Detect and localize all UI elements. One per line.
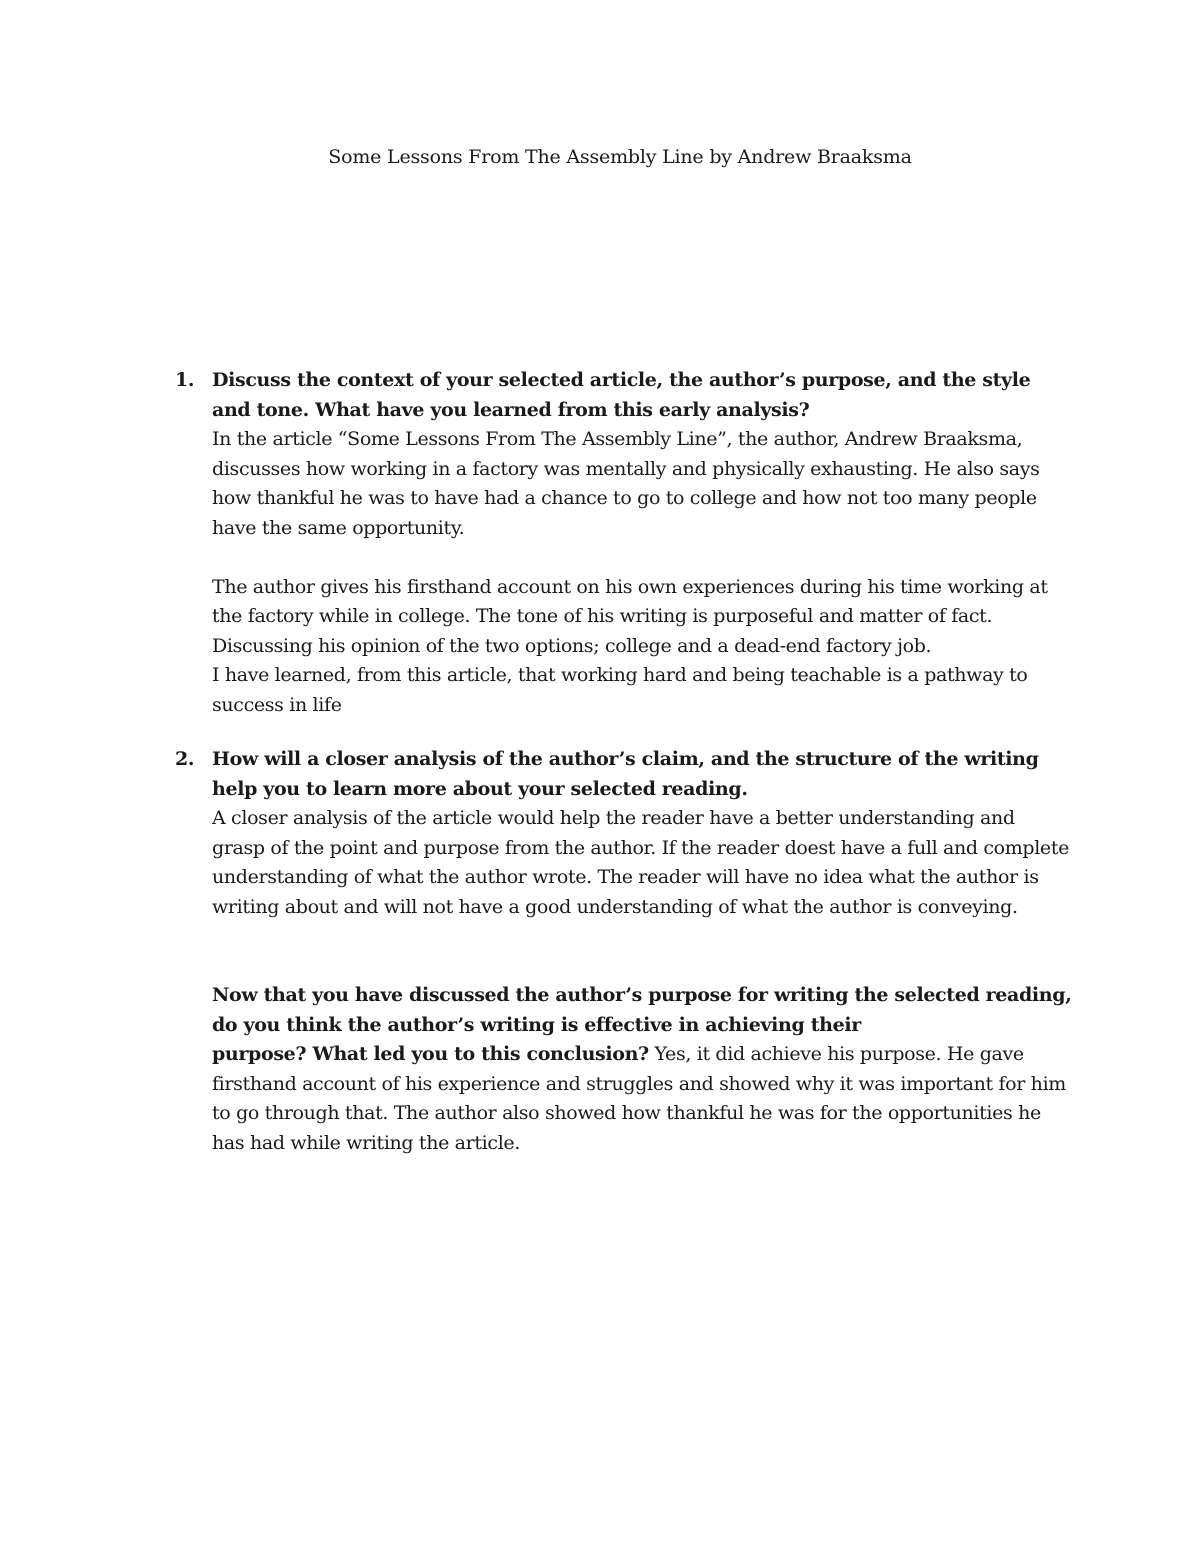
answer-paragraph: A closer analysis of the article would help the reader have a better understanding and grasp of the point and purpose from the author. If the reader doest have a full and complete understanding of what the author wrote. The reader will have no idea what the author is writing about and will not have a good understanding of what the author is conveying. — [212, 807, 1070, 918]
question-number: 2. — [175, 748, 195, 770]
question-prompt-line: Now that you have discussed the author’s purpose for writing the selected reading, — [212, 984, 1072, 1006]
question-prompt-line: do you think the author’s writing is effective in achieving their — [212, 1013, 861, 1036]
question-2 — [175, 745, 1072, 922]
question-1 — [175, 366, 1072, 720]
question-number: 1. — [175, 369, 195, 391]
question-prompt-line: purpose? What led you to this conclusion? — [212, 1043, 649, 1065]
paragraph-spacer — [212, 543, 1072, 573]
answer-paragraph: In the article “Some Lessons From The Assembly Line”, the author, Andrew Braaksma, discusses how working in a factory was mentally and physically exhausting. He also says how thankful he was to have had a chance to go to college and how not too many people have the same opportunity. — [212, 428, 1040, 539]
document-title: Some Lessons From The Assembly Line by Andrew Braaksma — [328, 146, 912, 168]
answer-paragraph: The author gives his firsthand account on his own experiences during his time working at the factory while in college. The tone of his writing is purposeful and matter of fact. Discussing his opinion of the two options; college and a dead-end factory job. — [212, 575, 1048, 657]
answer-text: Yes, it did achieve his purpose. He gave firsthand account of his experience and struggles and showed why it was important for him to go through that. The author also showed how thankful he was for the opportunities he has had while writing the article. — [212, 1043, 1066, 1154]
question-prompt: Discuss the context of your selected article, the author’s purpose, and the style and tone. What have you learned from this early analysis? — [212, 369, 1031, 421]
answer-paragraph: I have learned, from this article, that working hard and being teachable is a pathway to success in life — [212, 664, 1028, 716]
question-prompt: How will a closer analysis of the author’s claim, and the structure of the writing help you to learn more about your selected reading. — [212, 748, 1039, 800]
question-prompt-with-answer — [212, 1040, 1072, 1158]
question-3 — [212, 981, 1072, 1158]
